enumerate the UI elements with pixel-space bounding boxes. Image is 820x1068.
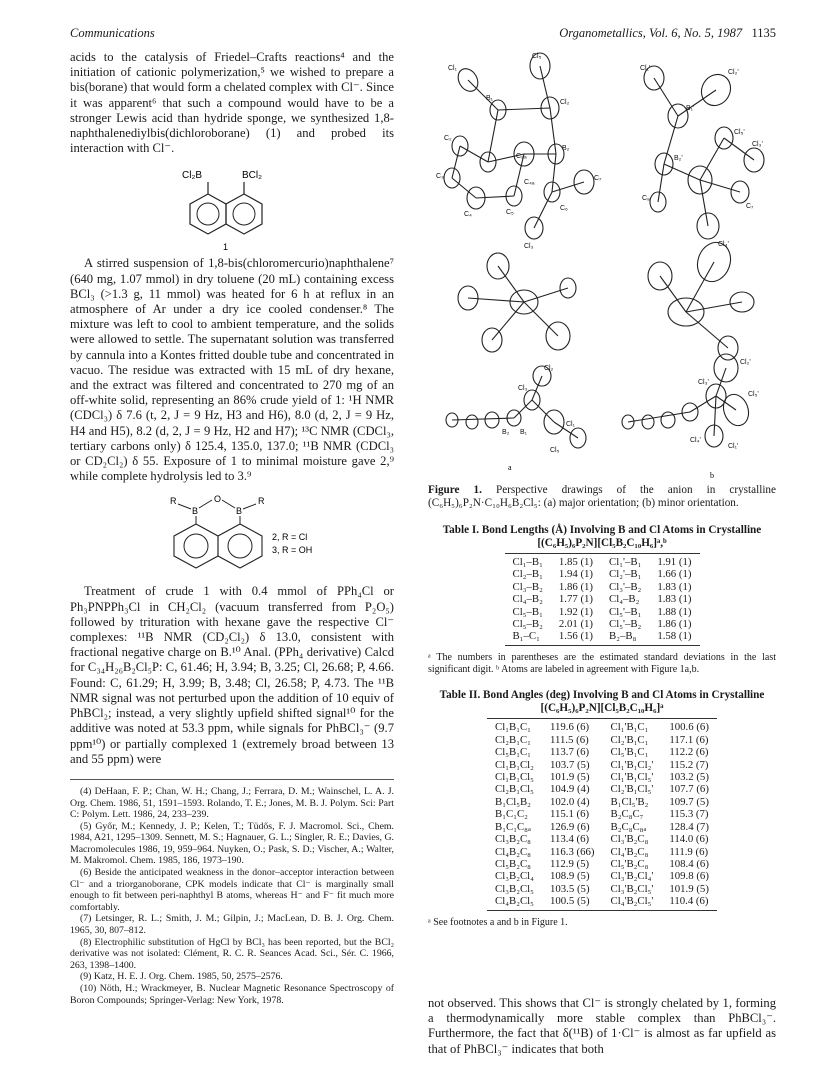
atom-label: Cl₃ xyxy=(518,385,528,392)
value-cell: 108.9 (5) xyxy=(549,870,590,883)
table-row xyxy=(487,870,717,882)
bond-cell: Cl₄B₂Cl₅ xyxy=(487,895,542,910)
bond-cell: Cl₅B₁C₁ xyxy=(495,746,531,759)
atom-label: C₇ xyxy=(746,203,754,210)
bond-cell: Cl₃'B₂C₈ xyxy=(610,833,649,846)
atom-label: Cl₄' xyxy=(718,241,729,248)
bond-cell: Cl₄–B₂ xyxy=(512,593,543,606)
reference-5: (5) Győr, M.; Kennedy, J. P.; Kelen, T.; Tüdős, F. J. Macromol. Sci., Chem. 1984, A21, 1295–1309. Sennett, M. S.; Hagnauer, G. L.; Singler, R. E.; Davies, G. Macromolecules 1986, 19, 959–964. Nuyken, O.; Pask, S. D.; Vischer, A.; Walter, M. Makromol. Chem. 1985, 186, 1973–190. xyxy=(70,820,394,867)
value-cell: 113.4 (6) xyxy=(549,833,590,846)
value-cell: 128.4 (7) xyxy=(669,820,709,833)
atom-label: Cl₃ xyxy=(524,243,534,250)
running-head-right xyxy=(559,26,776,41)
table-row xyxy=(487,821,717,833)
value-cell: 126.9 (6) xyxy=(549,820,590,833)
bond-cell: Cl₅'B₁C₁ xyxy=(610,746,649,759)
value-cell: 1.56 (1) xyxy=(551,630,601,645)
table-row xyxy=(505,606,700,618)
bond-cell: B₁Cl₅'B₂ xyxy=(610,795,649,808)
table-row xyxy=(487,783,717,795)
reference-10: (10) Nöth, H.; Wrackmeyer, B. Nuclear Magnetic Resonance Spectroscopy of Boron Compounds; Springer-Verlag: New York, 1978. xyxy=(70,983,394,1006)
atom-label: Cl₁' xyxy=(640,65,651,72)
oxadiborine-structure xyxy=(70,492,394,574)
bond-cell: Cl₁'B₁Cl₅' xyxy=(610,771,654,784)
figure-caption-label: Figure 1. xyxy=(428,484,482,496)
atom-label: Cl₅ xyxy=(550,447,560,454)
table-row xyxy=(487,734,717,746)
structure-1 xyxy=(70,164,394,252)
atom-label: Cl₅ xyxy=(532,53,542,60)
bond-cell: Cl₁'B₁C₁ xyxy=(603,719,662,734)
bond-cell: Cl₃B₂Cl₅ xyxy=(495,882,534,895)
atom-label: C₂ xyxy=(444,135,452,142)
bond-cell: Cl₁–B₁ xyxy=(505,554,551,569)
value-cell: 101.9 (5) xyxy=(669,882,709,895)
value-cell: 100.6 (6) xyxy=(661,719,717,734)
value-cell: 110.4 (6) xyxy=(661,895,717,910)
bond-cell: Cl₂'B₁C₁ xyxy=(610,733,649,746)
bond-cell: B₂C₈C₇ xyxy=(610,808,644,821)
atom-label: Cl₃' xyxy=(698,379,709,386)
atom-label: Cl₃' xyxy=(752,141,763,148)
struct1-number: 1 xyxy=(223,242,229,253)
value-cell: 1.91 (1) xyxy=(649,554,699,569)
value-cell: 112.2 (6) xyxy=(669,746,709,759)
reference-8: (8) Electrophilic substitution of HgCl by BCl₃ has been reported, but the BCl₂ derivative was not isolated: Clément, R. C. R. Seances Acad. Sci., Sér. C. 1966, 263, 1398–1400. xyxy=(70,936,394,971)
bond-cell: Cl₅'–B₁ xyxy=(609,605,642,618)
atom-label: B₂' xyxy=(674,155,683,162)
left-column xyxy=(70,50,394,1006)
table-row xyxy=(505,630,700,645)
atom-label: Cl₁ xyxy=(448,65,457,72)
value-cell: 117.1 (6) xyxy=(669,733,709,746)
bond-cell: Cl₅'B₂C₈ xyxy=(610,857,649,870)
figure-caption-text: Perspective drawings of the anion in crystalline (C₆H₅)₆P₂N·C₁₀H₆B₂Cl₅: (a) major orientation; (b) minor orientation. xyxy=(428,484,776,509)
bond-cell: Cl₃B₂C₈ xyxy=(495,833,531,846)
value-cell: 100.5 (5) xyxy=(542,895,603,910)
bond-cell: B₂–B₈ xyxy=(601,630,649,645)
atom-label: B₁' xyxy=(686,105,695,112)
value-cell: 115.1 (6) xyxy=(549,808,590,821)
table-2 xyxy=(487,718,717,910)
bond-cell: Cl₅'–B₂ xyxy=(609,618,642,631)
value-cell: 1.88 (1) xyxy=(657,605,692,618)
value-cell: 109.8 (6) xyxy=(669,870,709,883)
atom-label: Cl₄' xyxy=(690,437,701,444)
table-row xyxy=(487,833,717,845)
atom-label: Cl₁ xyxy=(566,421,575,428)
reference-6: (6) Beside the anticipated weakness in the donor–acceptor interaction between Cl⁻ and a triorganoborane, CPK models indicate that Cl⁻ is marginally small enough to fit between peri-naphthyl B atoms, whereas H⁻ and F⁻ fit much more comfortably. xyxy=(70,867,394,913)
table-1-note: ᵃ The numbers in parentheses are the estimated standard deviations in the last significant digit. ᵇ Atoms are labeled in agreement with Figure 1a,b. xyxy=(428,651,776,675)
value-cell: 112.9 (5) xyxy=(549,857,590,870)
paragraph-treatment: Treatment of crude 1 with 0.4 mmol of PPh₄Cl or Ph₃PNPPh₃Cl in CH₂Cl₂ (vacuum transferred from P₂O₅) followed by trituration with hexane gave the respective Cl⁻ complexes: ¹¹B NMR (CD₂Cl₂) δ 13.0, consistent with fractional negative charge on B.¹⁰ Anal. (PPh₄ derivative) Calcd for C₃₄H₂₆B₂Cl₅P: C, 61.46; H, 3.94; B, 3.25; Cl, 26.68; P, 4.66. Found: C, 61.29; H, 3.99; B, 3.48; Cl, 26.58; P, 4.73. The ¹¹B NMR signal was not perturbed upon the addition of 10 equiv of PhBCl₂; instead, a very slightly upfield shifted signal¹⁰ for the additive was noted at 53.3 ppm, while signals for PhBCl₃⁻ (9.7 ppm¹⁰) or partially complexed 1 (extremely broad between 13 and 55 ppm) were xyxy=(70,584,394,766)
bond-cell: B₁–C₁ xyxy=(505,630,551,645)
value-cell: 1.86 (1) xyxy=(558,580,594,593)
value-cell: 108.4 (6) xyxy=(669,857,709,870)
atom-label: C₃ xyxy=(436,173,444,180)
value-cell: 1.86 (1) xyxy=(657,618,692,631)
journal-volume: Vol. 6, No. 5, 1987 xyxy=(649,26,743,40)
atom-label: Cl₅' xyxy=(734,129,745,136)
table-2-title: Table II. Bond Angles (deg) Involving B and Cl Atoms in Crystalline [(C₆H₅)₆P₂N][Cl₅B₂C₁₀H₆]ᵃ xyxy=(439,689,765,715)
value-cell: 1.94 (1) xyxy=(558,568,594,581)
struct2-b1: B xyxy=(192,506,199,517)
paragraph-conclusion: not observed. This shows that Cl⁻ is strongly chelated by 1, forming a thermodynamically more stable complex than PhBCl₃⁻. Furthermore, the fact that δ(¹¹B) of 1·Cl⁻ is almost as far upfield as that of PhBCl₃⁻ indicates that both xyxy=(428,996,776,1056)
bond-cell: Cl₁B₁Cl₅ xyxy=(495,771,534,784)
table-row xyxy=(487,719,717,734)
bond-cell: B₁Cl₅B₂ xyxy=(495,795,531,808)
struct2-o: O xyxy=(214,494,222,505)
value-cell: 111.9 (6) xyxy=(669,845,709,858)
bond-cell: Cl₅B₂C₈ xyxy=(495,857,531,870)
value-cell: 101.9 (5) xyxy=(549,771,590,784)
atom-label: Cl₂ xyxy=(560,99,570,106)
value-cell: 115.3 (7) xyxy=(669,808,709,821)
atom-label: B₂ xyxy=(502,429,510,436)
bond-cell: Cl₅–B₁ xyxy=(512,605,543,618)
bond-cell: B₁C₁C₈ₐ xyxy=(495,820,531,833)
value-cell: 1.92 (1) xyxy=(558,605,594,618)
value-cell: 103.5 (5) xyxy=(549,882,590,895)
value-cell: 1.58 (1) xyxy=(649,630,699,645)
value-cell: 116.3 (66) xyxy=(549,845,595,858)
table-row xyxy=(487,846,717,858)
table-row xyxy=(487,746,717,758)
atom-label: C₄ xyxy=(464,211,472,218)
atom-label: C₅ xyxy=(506,209,514,216)
bond-cell: Cl₃–B₂ xyxy=(512,580,543,593)
reference-7: (7) Letsinger, R. L.; Smith, J. M.; Gilpin, J.; MacLean, D. B. J. Org. Chem. 1965, 30, 807–812. xyxy=(70,913,394,937)
bond-cell: Cl₄'B₂C₈ xyxy=(610,845,649,858)
right-column xyxy=(428,50,776,928)
value-cell: 109.7 (5) xyxy=(669,795,709,808)
atom-label: C₄ₐ xyxy=(524,179,535,186)
table-1 xyxy=(505,553,700,646)
struct2-label-2: 2, R = Cl xyxy=(272,532,308,543)
atom-label: B₂ xyxy=(562,145,570,152)
bond-cell: B₂C₈C₈ₐ xyxy=(610,820,647,833)
bond-cell: B₁C₁C₂ xyxy=(495,808,528,821)
value-cell: 102.0 (4) xyxy=(549,795,590,808)
struct1-left-label: Cl₂B xyxy=(182,170,202,182)
value-cell: 1.77 (1) xyxy=(558,593,594,606)
value-cell: 119.6 (6) xyxy=(542,719,603,734)
panel-a-label: a xyxy=(508,463,512,472)
table-2-note: ᵃ See footnotes a and b in Figure 1. xyxy=(428,916,568,928)
table-row xyxy=(487,895,717,910)
naphthalene-bis-borane-structure xyxy=(70,164,394,252)
paragraph-synthesis: A stirred suspension of 1,8-bis(chloromercurio)naphthalene⁷ (640 mg, 1.07 mmol) in dry toluene (20 mL) containing excess BCl₃ (>1.3 g, 11 mmol) was heated for 6 h at reflux in an atmosphere of Ar under a dry ice cooled condenser.⁸ The mixture was left to cool to ambient temperature, and the solids were allowed to settle. The supernatant solution was transferred by cannula into a Kontes fritted double tube and concentrated in vacuo. The residue was extracted with 15 mL of dry hexane, and the extract was filtered and concentrated to 270 mg of an off-white solid, representing an 86% crude yield of 1: ¹H NMR (CDCl₃) δ 7.6 (t, 2, J = 9 Hz, H3 and H6), 8.0 (d, 2, J = 9 Hz, H4 and H5), 8.2 (d, 2, J = 9 Hz, H2 and H7); ¹³C NMR (CDCl₃, tertiary carbons only) δ 125.4, 135.0, 137.0; ¹¹B NMR (CDCl₃ or CD₂Cl₂) δ 55. Exposure of 1 to minimal moisture gave 2,⁹ while complete hydrolysis led to 3.⁹ xyxy=(70,256,394,484)
table-row xyxy=(487,759,717,771)
struct2-r1: R xyxy=(170,496,177,507)
atom-label: C₈ₐ xyxy=(516,153,527,160)
bond-cell: Cl₅–B₂ xyxy=(512,618,543,631)
atom-label: C₈ xyxy=(642,195,650,202)
table-row xyxy=(487,883,717,895)
atom-label: Cl₅' xyxy=(748,391,759,398)
journal-name: Organometallics, xyxy=(559,26,646,40)
bond-cell: Cl₃'–B₂ xyxy=(609,580,642,593)
panel-b-label: b xyxy=(710,471,714,480)
bond-cell: Cl₂'–B₁ xyxy=(609,568,642,581)
table-row xyxy=(487,808,717,820)
table-row xyxy=(487,771,717,783)
bond-cell: Cl₄–B₂ xyxy=(609,593,640,606)
reference-4: (4) DeHaan, F. P.; Chan, W. H.; Chang, J.; Ferrara, D. M.; Wainschel, L. A. J. Org. Chem. 1986, 51, 1591–1593. Rolando, T. E.; Jones, M. B. J. Polym. Sci: Part C: Polym. Lett. 1986, 24, 233–239. xyxy=(70,785,394,821)
bond-cell: Cl₂B₁C₁ xyxy=(495,733,531,746)
ortep-drawings xyxy=(428,50,776,480)
atom-label: Cl₂' xyxy=(740,359,751,366)
reference-9: (9) Katz, H. E. J. Org. Chem. 1985, 50, 2575–2576. xyxy=(80,971,283,983)
running-head-left: Communications xyxy=(70,26,155,40)
value-cell: 1.85 (1) xyxy=(551,554,601,569)
bond-cell: Cl₁'B₁Cl₂' xyxy=(610,758,654,771)
table-1-title: Table I. Bond Lengths (Å) Involving B and Cl Atoms in Crystalline [(C₆H₅)₆P₂N][Cl₅B₂C₁₀H₆]ᵃ,ᵇ xyxy=(442,524,762,549)
table-row xyxy=(505,581,700,593)
value-cell: 2.01 (1) xyxy=(558,618,594,631)
page-number: 1135 xyxy=(751,26,776,40)
atom-label: Cl₂ xyxy=(544,365,554,372)
table-row xyxy=(505,554,700,569)
bond-cell: Cl₁B₁C₁ xyxy=(487,719,542,734)
bond-cell: Cl₂'B₁Cl₅' xyxy=(610,783,654,796)
value-cell: 1.83 (1) xyxy=(657,593,692,606)
value-cell: 1.66 (1) xyxy=(657,568,692,581)
bond-cell: Cl₁'–B₁ xyxy=(601,554,649,569)
bond-cell: Cl₄B₂C₈ xyxy=(495,845,531,858)
bond-cell: Cl₃'B₂Cl₄' xyxy=(610,870,654,883)
table-row xyxy=(487,796,717,808)
value-cell: 107.7 (6) xyxy=(669,783,709,796)
atom-label: B₁ xyxy=(520,429,528,436)
struct2-b2: B xyxy=(236,506,243,517)
structure-2-3 xyxy=(70,492,394,574)
atom-label: C₆ xyxy=(560,205,568,212)
bond-cell: Cl₂–B₁ xyxy=(512,568,543,581)
bond-cell: Cl₁B₁Cl₂ xyxy=(495,758,534,771)
bond-cell: Cl₂B₁Cl₅ xyxy=(495,783,534,796)
value-cell: 114.0 (6) xyxy=(669,833,709,846)
figure-1-drawings xyxy=(428,50,776,480)
struct2-r2: R xyxy=(258,496,265,507)
value-cell: 103.7 (5) xyxy=(549,758,590,771)
figure-caption xyxy=(428,484,776,510)
value-cell: 1.83 (1) xyxy=(657,580,692,593)
value-cell: 113.7 (6) xyxy=(549,746,590,759)
struct1-right-label: BCl₂ xyxy=(242,170,262,182)
struct2-label-3: 3, R = OH xyxy=(272,545,313,556)
references xyxy=(70,779,394,1006)
bond-cell: Cl₃'B₂Cl₅' xyxy=(610,882,654,895)
value-cell: 103.2 (5) xyxy=(669,771,709,784)
atom-label: Cl₂' xyxy=(728,69,739,76)
table-row xyxy=(505,568,700,580)
value-cell: 104.9 (4) xyxy=(549,783,590,796)
table-row xyxy=(505,593,700,605)
atom-label: Cl₁' xyxy=(728,443,739,450)
value-cell: 111.5 (6) xyxy=(549,733,589,746)
table-row xyxy=(505,618,700,630)
paragraph-intro: acids to the catalysis of Friedel–Crafts reactions⁴ and the initiation of cationic polymerization,⁵ we wished to prepare a bis(borane) that would form a chelated complex with Cl⁻. Since it was apparent⁶ that such a compound would have to be a stronger Lewis acid than hydride sponge, we synthesized 1,8-naphthalenediylbis(dichloroborane) (1) and probed its interaction with Cl⁻. xyxy=(70,50,394,156)
bond-cell: Cl₃B₂Cl₄ xyxy=(495,870,534,883)
atom-label: C₇ xyxy=(594,175,602,182)
bond-cell: Cl₄'B₂Cl₅' xyxy=(603,895,662,910)
value-cell: 115.2 (7) xyxy=(669,758,709,771)
table-row xyxy=(487,858,717,870)
atom-label: B₁ xyxy=(486,95,494,102)
